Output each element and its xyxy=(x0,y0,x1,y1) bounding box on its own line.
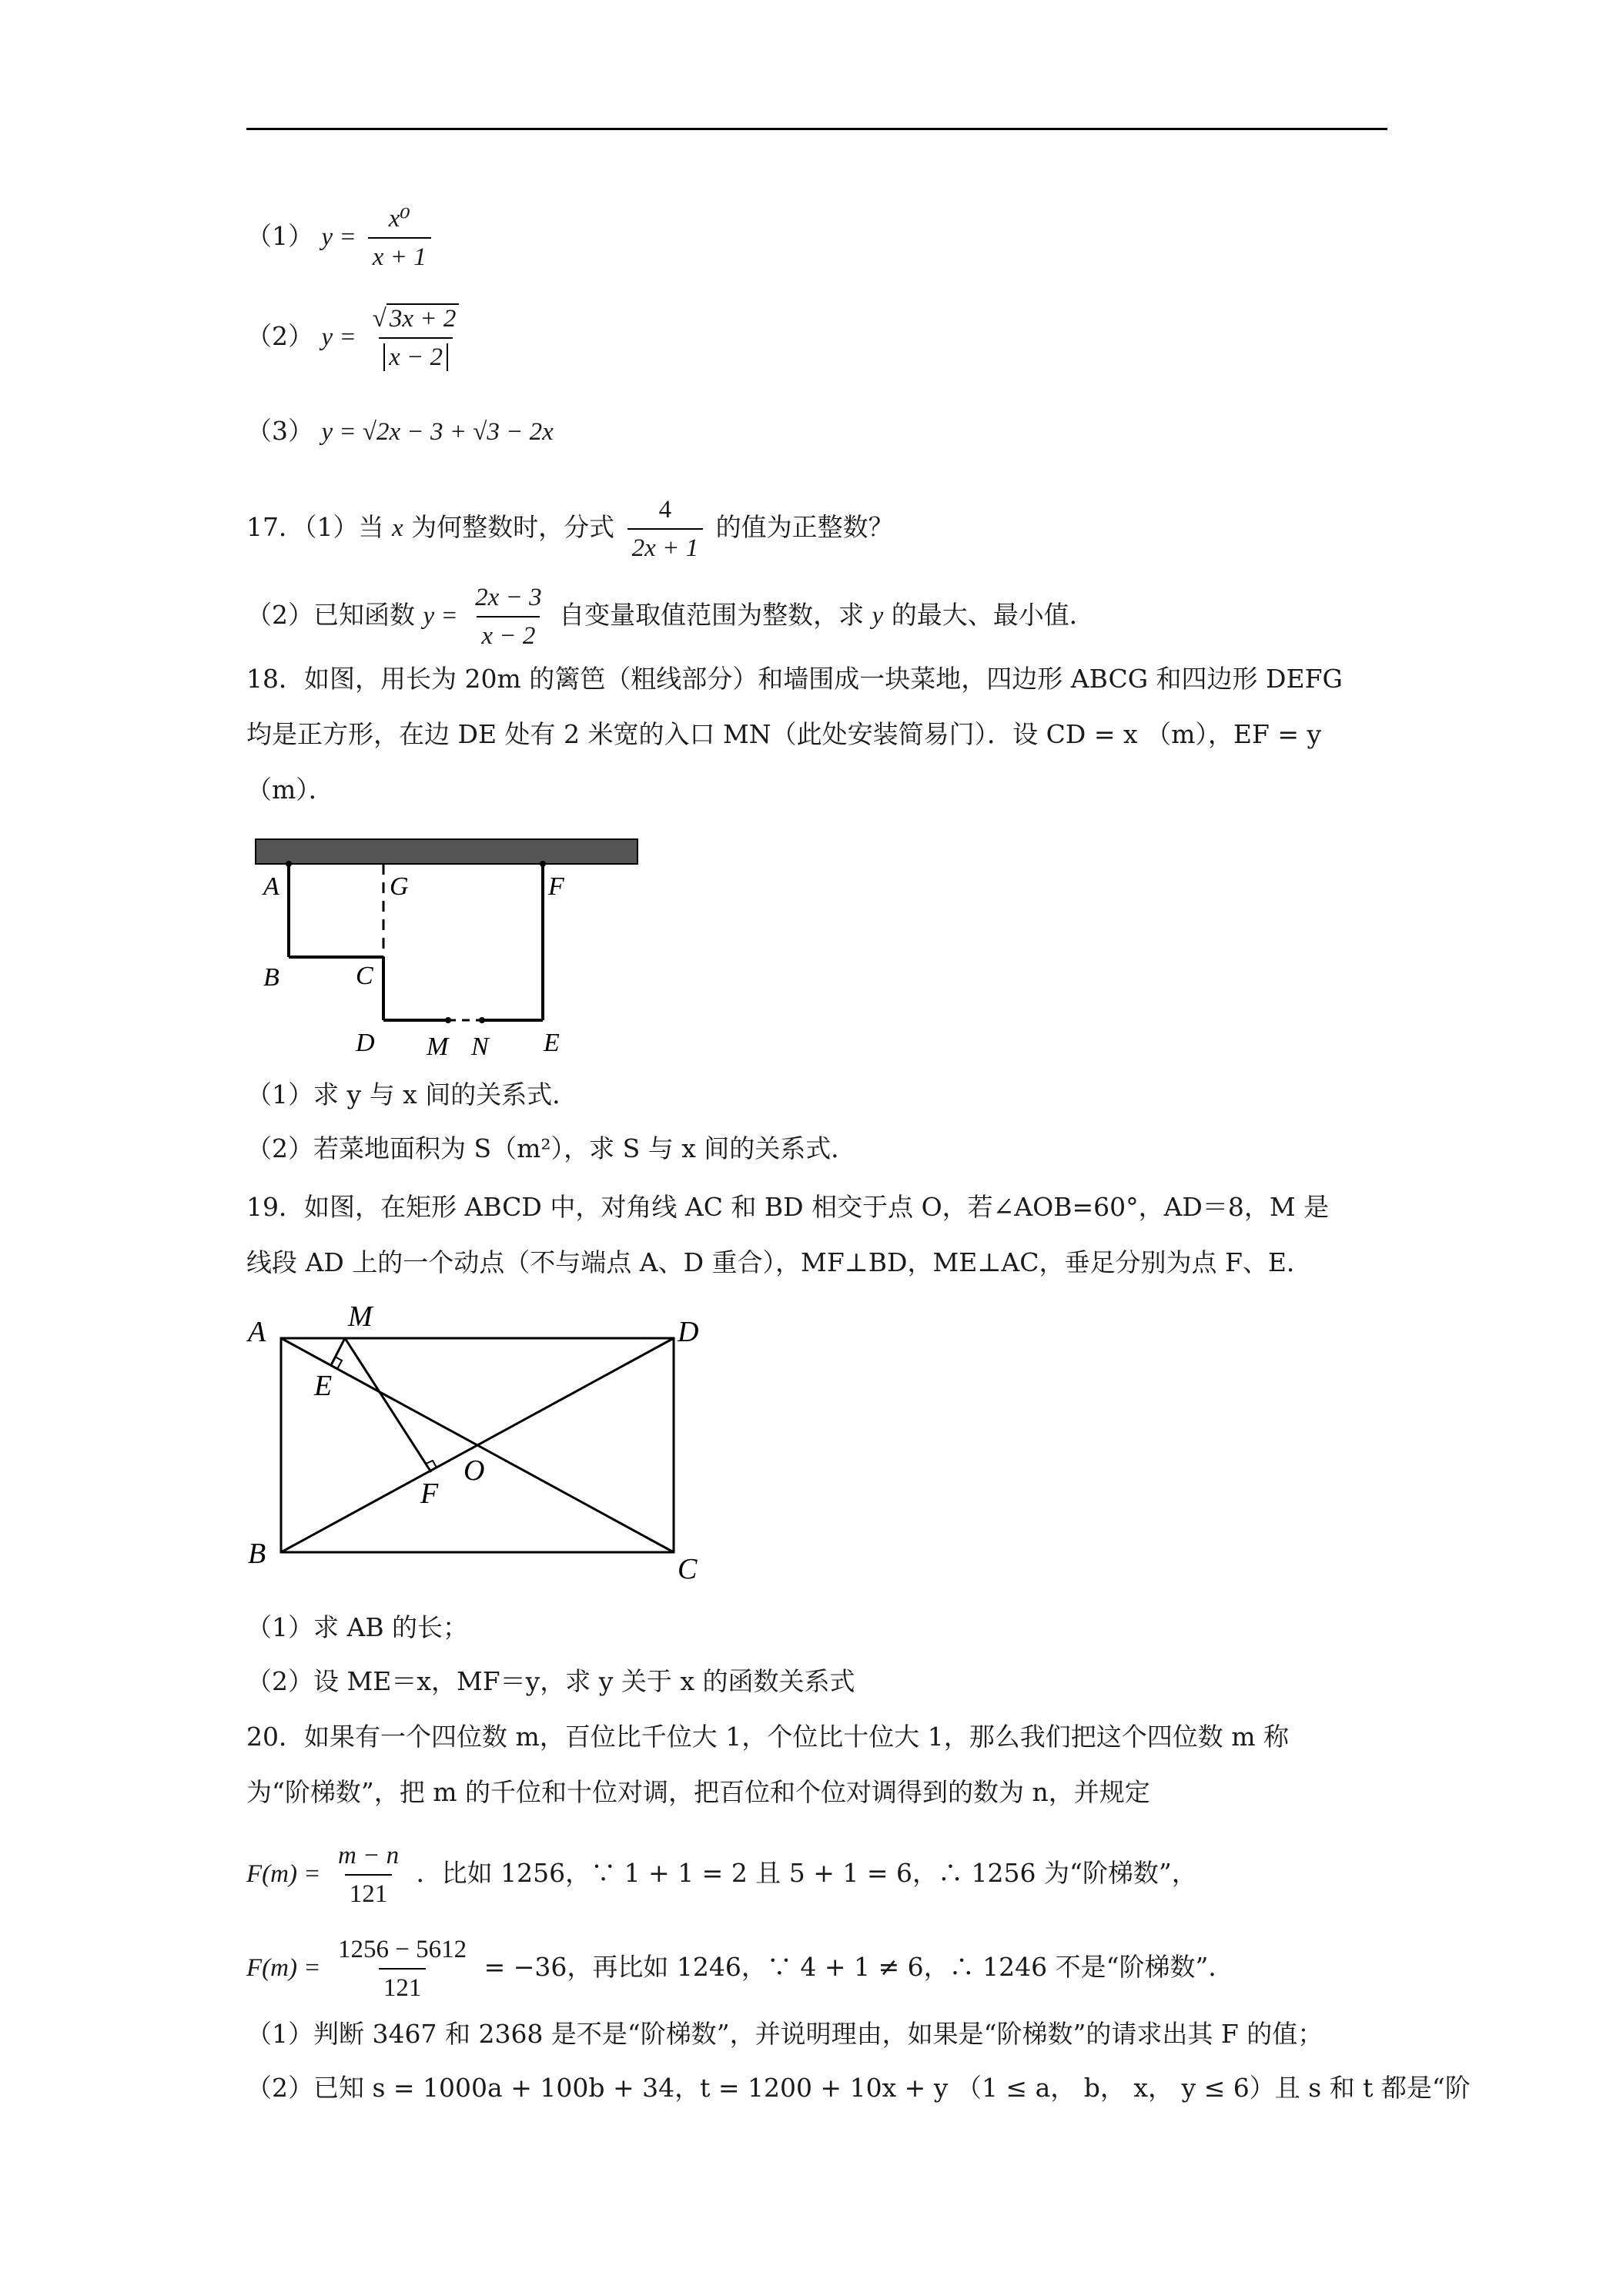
q19-sub1: （1）求 AB 的长； xyxy=(246,1612,469,1642)
label-A: A xyxy=(248,1316,266,1348)
header-rule xyxy=(246,128,1387,130)
label-M: M xyxy=(348,1301,373,1333)
item-1-fraction: $\frac{\text{x⁰}}{x + 1}$ xyxy=(368,202,431,274)
item-1: （1） y = $\frac{\text{x⁰}}{x + 1}$ xyxy=(246,202,1387,274)
label-B: B xyxy=(248,1538,266,1570)
label-M: M xyxy=(427,1033,449,1061)
q17-part1: 17．（1）当 x 为何整数时，分式 $\frac{4}{2x + 1}$ 的值为正整数？ xyxy=(246,493,1387,565)
q19-figure xyxy=(246,1301,724,1586)
label-D: D xyxy=(678,1316,699,1348)
q20-example: F(m) = $\frac{1256 - 5612}{121}$ = −36，再比如 1246，∵ 4 + 1 ≠ 6，∴ 1246 不是“阶梯数”． xyxy=(246,1933,1387,2005)
q17-fraction-2: $\frac{2x - 3}{x - 2}$ xyxy=(470,581,546,653)
q20-line1: 20．如果有一个四位数 m，百位比千位大 1，个位比十位大 1，那么我们把这个四位数 m 称 xyxy=(246,1722,1290,1752)
q20-definition: F(m) = $\frac{m - n}{121}$ ．比如 1256，∵ 1 + 1 = 2 且 5 + 1 = 6，∴ 1256 为“阶梯数”， xyxy=(246,1839,1387,1911)
label-D: D xyxy=(356,1029,375,1057)
item-3: （3） y = √2x − 3 + √3 − 2x xyxy=(246,416,554,446)
q20-sub2: （2）已知 s = 1000a + 100b + 34，t = 1200 + 10x + y （1 ≤ a， b， x， y ≤ 6）且 s 和 t 都是“阶 xyxy=(246,2073,1471,2103)
item-2-fraction: $\frac{√ 3x + 2}{x - 2}$ xyxy=(368,302,464,374)
q18-line1: 18．如图，用长为 20m 的篱笆（粗线部分）和墙围成一块菜地，四边形 ABCG 和四边形 DEFG xyxy=(246,664,1343,694)
segment-MF xyxy=(345,1338,431,1472)
label-B: B xyxy=(263,963,279,992)
segment-ME xyxy=(331,1338,345,1365)
q18-line2: 均是正方形，在边 DE 处有 2 米宽的入口 MN（此处安装简易门）．设 CD = x （m），EF = y xyxy=(246,719,1322,749)
q20-line2: 为“阶梯数”，把 m 的千位和十位对调，把百位和个位对调得到的数为 n，并规定 xyxy=(246,1777,1150,1807)
label-O: O xyxy=(463,1454,485,1487)
label-G: G xyxy=(390,872,409,901)
label-F: F xyxy=(548,872,564,901)
q18-sub2: （2）若菜地面积为 S（m²），求 S 与 x 间的关系式． xyxy=(246,1133,857,1163)
q18-line3: （m）． xyxy=(246,775,334,805)
label-C: C xyxy=(678,1553,698,1585)
label-F: F xyxy=(420,1478,439,1510)
label-C: C xyxy=(356,962,373,990)
q19-line2: 线段 AD 上的一个动点（不与端点 A、D 重合），MF⊥BD，ME⊥AC，垂足分别为点 F、E． xyxy=(246,1247,1312,1277)
wall xyxy=(256,839,637,864)
q18-figure xyxy=(246,832,647,1063)
q19-line1: 19．如图，在矩形 ABCD 中，对角线 AC 和 BD 相交于点 O，若∠AOB=60°，AD＝8，M 是 xyxy=(246,1192,1330,1222)
q18-sub1: （1）求 y 与 x 间的关系式． xyxy=(246,1079,578,1110)
q17-part2: （2）已知函数 y = $\frac{2x - 3}{x - 2}$ 自变量取值范围为整数，求 y 的最大、最小值． xyxy=(246,581,1387,653)
label-N: N xyxy=(471,1033,489,1061)
item-2: （2） y = $\frac{√ 3x + 2}{x - 2}$ xyxy=(246,302,1387,374)
label-E: E xyxy=(544,1029,560,1057)
q20-fraction-f: $\frac{m - n}{121}$ xyxy=(333,1839,403,1911)
q19-sub2: （2）设 ME＝x，MF＝y，求 y 关于 x 的函数关系式 xyxy=(246,1666,855,1696)
q20-sub1: （1）判断 3467 和 2368 是不是“阶梯数”，并说明理由，如果是“阶梯数”的请求出其 F 的值； xyxy=(246,2019,1323,2049)
label-E: E xyxy=(314,1370,333,1402)
q20-fraction-g: $\frac{1256 - 5612}{121}$ xyxy=(333,1933,471,2005)
q17-fraction-1: $\frac{4}{2x + 1}$ xyxy=(627,493,703,565)
label-A: A xyxy=(263,872,279,901)
